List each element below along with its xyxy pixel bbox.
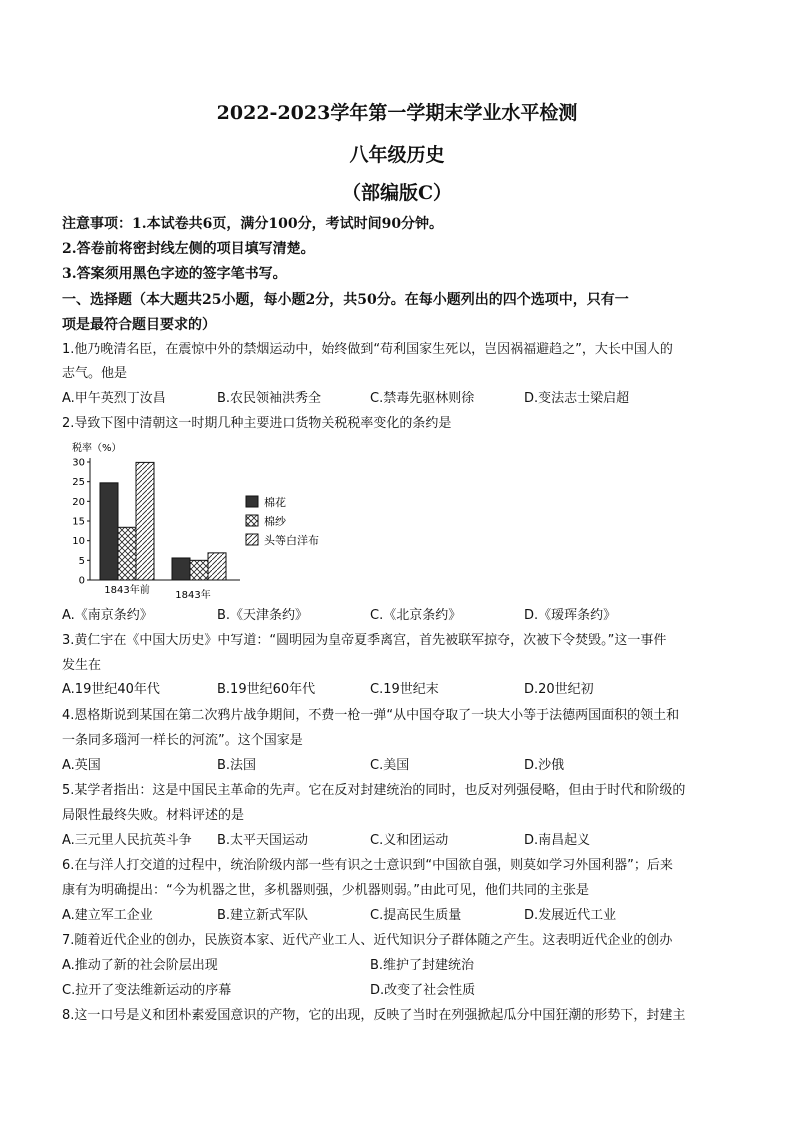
q5-option-a[interactable]: A.三元里人民抗英斗争 <box>62 833 192 848</box>
legend-swatch <box>246 496 258 507</box>
q3-option-d[interactable]: D.20世纪初 <box>524 682 594 697</box>
y-tick-label: 10 <box>72 536 85 548</box>
q1-option-d[interactable]: D.变法志士梁启超 <box>524 391 630 406</box>
q1-option-b[interactable]: B.农民领袖洪秀全 <box>217 391 322 406</box>
q1-options <box>62 389 742 409</box>
q5-option-c[interactable]: C.义和团运动 <box>370 833 449 848</box>
legend-label: 棉纱 <box>264 515 286 528</box>
note-1: 注意事项：1.本试卷共6页，满分100分，考试时间90分钟。 <box>62 216 444 232</box>
q5-options <box>62 831 742 851</box>
q3-option-b[interactable]: B.19世纪60年代 <box>217 682 316 697</box>
q6-option-b[interactable]: B.建立新式军队 <box>217 908 309 923</box>
q1-stem-line1: 1.他乃晚清名臣，在震惊中外的禁烟运动中，始终做到“苟利国家生死以，岂因祸福避趋之”，大长中国人的 <box>62 342 673 357</box>
section-heading-line1: 一、选择题（本大题共25小题，每小题2分，共50分。在每小题列出的四个选项中，只有一 <box>62 292 629 308</box>
q6-stem-line1: 6.在与洋人打交道的过程中，统治阶级内部一些有识之士意识到“中国欲自强，则莫如学习外国利器”；后来 <box>62 858 673 873</box>
bar-1-0 <box>118 527 136 580</box>
y-tick-label: 15 <box>72 516 85 528</box>
q7-option-d[interactable]: D.改变了社会性质 <box>370 983 476 998</box>
y-axis-label: 税率（%） <box>72 443 122 454</box>
y-tick-label: 25 <box>72 477 85 489</box>
q6-options <box>62 906 742 926</box>
q2-option-d[interactable]: D.《瑷珲条约》 <box>524 608 617 623</box>
q1-stem-line2: 志气。他是 <box>62 366 128 381</box>
q2-option-a[interactable]: A.《南京条约》 <box>62 608 153 623</box>
note-2: 2.答卷前将密封线左侧的项目填写清楚。 <box>62 241 315 257</box>
q1-option-a[interactable]: A.甲午英烈丁汝昌 <box>62 391 166 406</box>
q6-option-d[interactable]: D.发展近代工业 <box>524 908 617 923</box>
q6-option-a[interactable]: A.建立军工企业 <box>62 908 153 923</box>
q5-option-b[interactable]: B.太平天国运动 <box>217 833 309 848</box>
q4-stem-line2: 一条同多瑙河一样长的河流”。这个国家是 <box>62 733 303 748</box>
y-tick-label: 30 <box>72 457 85 469</box>
q4-option-b[interactable]: B.法国 <box>217 758 257 773</box>
q1-option-c[interactable]: C.禁毒先驱林则徐 <box>370 391 475 406</box>
q4-option-a[interactable]: A.英国 <box>62 758 101 773</box>
x-tick-label: 1843年前 <box>104 585 150 596</box>
q4-stem-line1: 4.恩格斯说到某国在第二次鸦片战争期间，不费一枪一弹“从中国夺取了一块大小等于法德两国面积的领土和 <box>62 708 680 723</box>
q4-option-c[interactable]: C.美国 <box>370 758 410 773</box>
q7-stem-line1: 7.随着近代企业的创办，民族资本家、近代产业工人、近代知识分子群体随之产生。这表明近代企业的创办 <box>62 933 673 948</box>
x-tick-label: 1843年 <box>175 590 211 600</box>
bar-2-1 <box>208 553 226 580</box>
q2-option-b[interactable]: B.《天津条约》 <box>217 608 309 623</box>
q4-option-d[interactable]: D.沙俄 <box>524 758 565 773</box>
q5-stem-line2: 局限性最终失败。材料评述的是 <box>62 808 245 823</box>
q3-options <box>62 680 742 700</box>
y-tick-label: 20 <box>72 496 85 508</box>
q2-option-c[interactable]: C.《北京条约》 <box>370 608 462 623</box>
x-labels <box>104 583 210 600</box>
q3-option-a[interactable]: A.19世纪40年代 <box>62 682 160 697</box>
q5-option-d[interactable]: D.南昌起义 <box>524 833 591 848</box>
q3-stem-line2: 发生在 <box>62 658 102 673</box>
q7-option-b[interactable]: B.维护了封建统治 <box>370 958 475 973</box>
q3-option-c[interactable]: C.19世纪末 <box>370 682 439 697</box>
bar-0-0 <box>100 483 118 580</box>
bars <box>100 462 226 580</box>
q4-options <box>62 756 742 776</box>
q7-options-row2 <box>62 981 742 1001</box>
bar-2-0 <box>136 462 154 580</box>
q6-stem-line2: 康有为明确提出：“今为机器之世，多机器则强，少机器则弱。”由此可见，他们共同的主张是 <box>62 883 589 898</box>
q5-stem-line1: 5.某学者指出：这是中国民主革命的先声。它在反对封建统治的同时，也反对列强侵略，但由于时代和阶级的 <box>62 783 686 798</box>
legend <box>246 495 319 547</box>
exam-subject: 八年级历史 <box>349 144 445 166</box>
q7-options-row1 <box>62 956 742 976</box>
exam-edition: （部编版C） <box>341 182 453 204</box>
legend-label: 头等白洋布 <box>264 534 319 547</box>
q2-options <box>62 606 742 626</box>
q7-option-a[interactable]: A.推动了新的社会阶层出现 <box>62 958 218 973</box>
q6-option-c[interactable]: C.提高民生质量 <box>370 908 462 923</box>
y-tick-label: 0 <box>78 575 85 587</box>
exam-title: 2022-2023学年第一学期末学业水平检测 <box>216 102 578 124</box>
bar-1-1 <box>190 560 208 580</box>
q2-stem-line1: 2.导致下图中清朝这一时期几种主要进口货物关税税率变化的条约是 <box>62 416 452 431</box>
q8-stem-line1: 8.这一口号是义和团朴素爱国意识的产物，它的出现，反映了当时在列强掀起瓜分中国狂潮的形势下，封建主 <box>62 1008 686 1023</box>
q7-option-c[interactable]: C.拉开了变法维新运动的序幕 <box>62 983 232 998</box>
bar-0-1 <box>172 558 190 580</box>
legend-swatch <box>246 515 258 526</box>
legend-label: 棉花 <box>264 496 286 509</box>
y-tick-label: 5 <box>78 555 85 567</box>
legend-swatch <box>246 534 258 545</box>
tariff-bar-chart <box>62 440 362 600</box>
note-3: 3.答案须用黑色字迹的签字笔书写。 <box>62 266 287 282</box>
section-heading-line2: 项是最符合题目要求的） <box>62 317 216 333</box>
q3-stem-line1: 3.黄仁宇在《中国大历史》中写道：“圆明园为皇帝夏季离宫，首先被联军掠夺，次被下令焚毁。”这一事件 <box>62 633 667 648</box>
